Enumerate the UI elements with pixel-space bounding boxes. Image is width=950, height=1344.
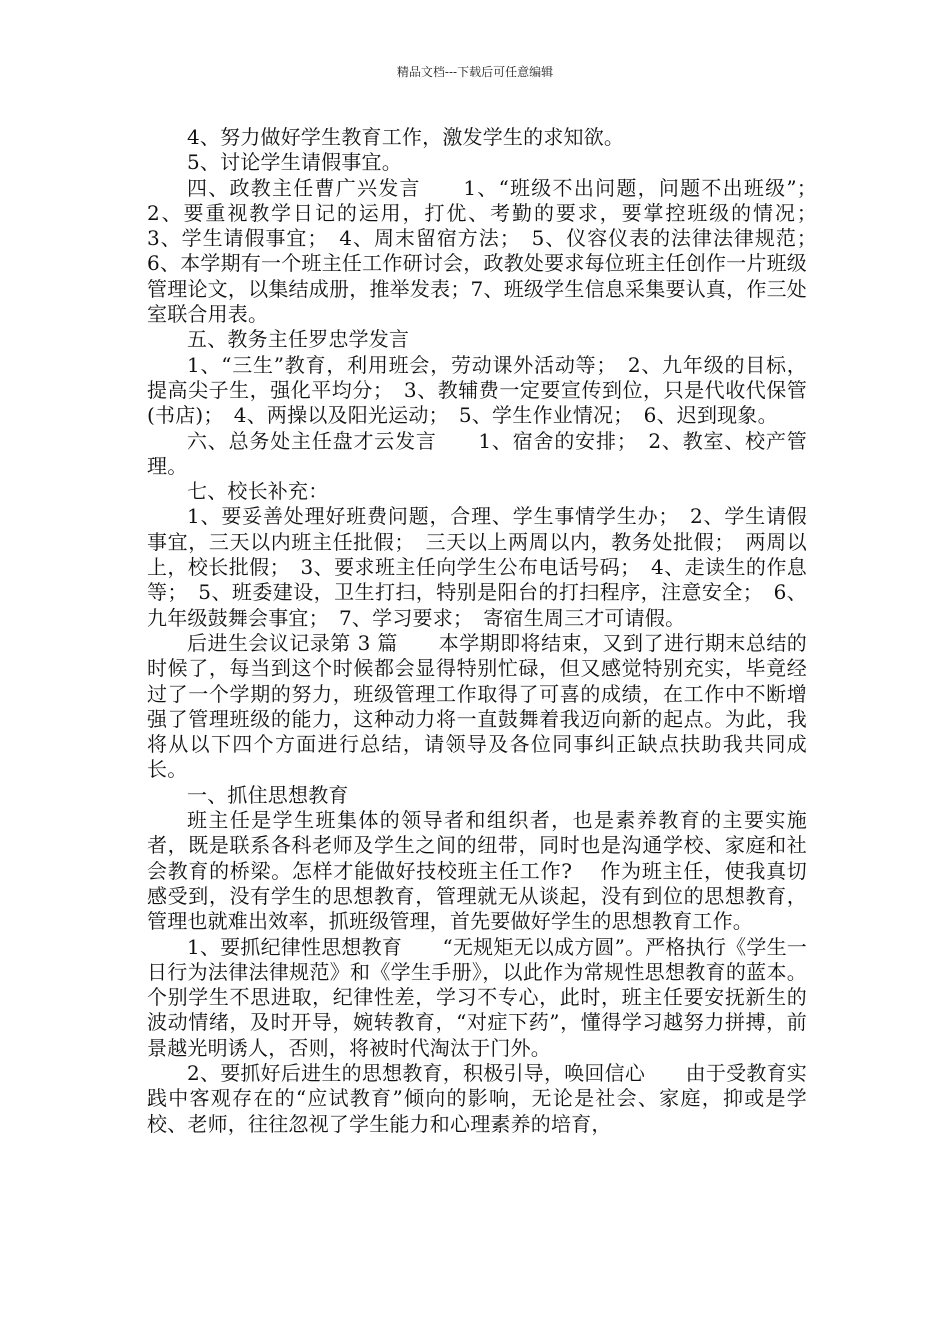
paragraph: 后进生会议记录第 3 篇 本学期即将结束，又到了进行期末总结的时候了，每当到这个时候都会显得特别忙碌，但又感觉特别充实，毕竟经过了一个学期的努力，班级管理工作取得了可喜的成绩，在工作中不断增强了管理班级的能力，这种动力将一直鼓舞着我迈向新的起点。为此，我将从以下四个方面进行总结，请领导及各位同事纠正缺点扶助我共同成长。 bbox=[147, 630, 807, 782]
paragraph: 4、努力做好学生教育工作，激发学生的求知欲。 bbox=[187, 125, 625, 149]
paragraph: 1、要抓纪律性思想教育 “无规矩无以成方圆”。严格执行《学生一日行为法律法律规范》和《学生手册》，以此作为常规性思想教育的蓝本。个别学生不思进取，纪律性差，学习不专心，此时，班主任要安抚新生的波动情绪，及时开导，婉转教育，“对症下药”，懂得学习越努力拼搏，前景越光明诱人，否则，将被时代淘汰于门外。 bbox=[147, 934, 807, 1060]
page-header: 精品文档---下载后可任意编辑 bbox=[396, 65, 554, 79]
paragraph: 1、要妥善处理好班费问题，合理、学生事情学生办； 2、学生请假事宜，三天以内班主任批假； 三天以上两周以内，教务处批假； 两周以上，校长批假； 3、要求班主任向学生公布电话号码； 4、走读生的作息等； 5、班委建设，卫生打扫，特别是阳台的打扫程序，注意安全； 6、九年级鼓舞会事宜； 7、学习要求； 寄宿生周三才可请假。 bbox=[147, 504, 807, 630]
document-body bbox=[147, 125, 828, 1137]
paragraph: 5、讨论学生请假事宜。 bbox=[187, 150, 402, 175]
paragraph: 2、要抓好后进生的思想教育，积极引导，唤回信心 由于受教育实践中客观存在的“应试教育”倾向的影响，无论是社会、家庭，抑或是学校、老师，往往忽视了学生能力和心理素养的培育， bbox=[147, 1060, 807, 1136]
paragraph: 班主任是学生班集体的领导者和组织者，也是素养教育的主要实施者，既是联系各科老师及学生之间的纽带，同时也是沟通学校、家庭和社会教育的桥梁。怎样才能做好技校班主任工作? 作为班主任，使我真切感受到，没有学生的思想教育，管理就无从谈起，没有到位的思想教育，管理也就难出效率，抓班级管理，首先要做好学生的思想教育工作。 bbox=[147, 808, 807, 934]
paragraph: 四、政教主任曹广兴发言 1、“班级不出问题，问题不出班级”； 2、要重视教学日记的运用，打优、考勤的要求，要掌控班级的情况； 3、学生请假事宜； 4、周末留宿方法； 5、仪容仪表的法律法律规范； 6、本学期有一个班主任工作研讨会，政教处要求每位班主任创作一片班级管理论文，以集结成册，推举发表；7、班级学生信息采集要认真，作三处室联合用表。 bbox=[147, 175, 828, 327]
section-heading: 七、校长补充： bbox=[187, 479, 329, 504]
paragraph: 六、总务处主任盘才云发言 1、宿舍的安排； 2、教室、校产管理。 bbox=[147, 428, 807, 478]
section-heading: 五、教务主任罗忠学发言 bbox=[187, 327, 410, 352]
paragraph: 1、“三生”教育，利用班会，劳动课外活动等； 2、九年级的目标，提高尖子生，强化平均分； 3、教辅费一定要宣传到位，只是代收代保管(书店)； 4、两操以及阳光运动； 5、学生作业情况； 6、迟到现象。 bbox=[147, 352, 807, 428]
section-heading: 一、抓住思想教育 bbox=[187, 782, 349, 807]
